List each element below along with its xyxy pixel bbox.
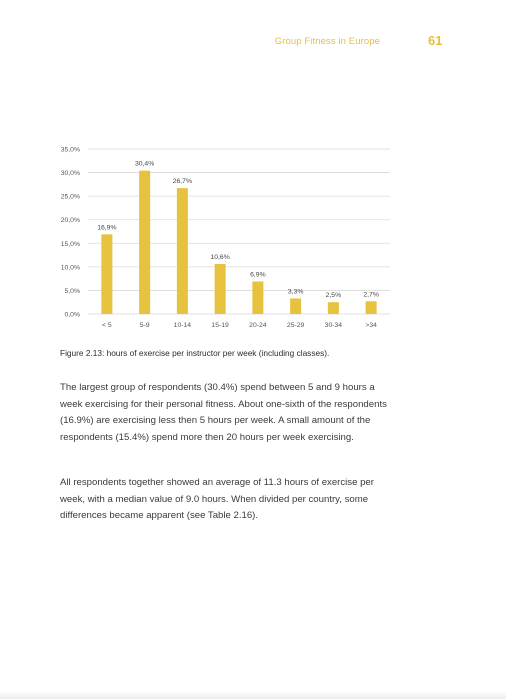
data-label: 2,5%	[325, 292, 342, 300]
bar	[252, 281, 263, 314]
bar	[177, 188, 188, 314]
y-tick-label: 30,0%	[60, 170, 80, 178]
data-label: 16,9%	[97, 224, 117, 232]
x-tick-label: 5-9	[139, 322, 150, 329]
data-label: 3,3%	[287, 288, 304, 296]
data-label: 2,7%	[363, 291, 379, 299]
data-label: 10,6%	[210, 254, 230, 262]
bar	[215, 264, 226, 314]
y-tick-label: 25,0%	[60, 193, 80, 201]
figure-caption: Figure 2.13: hours of exercise per instructor per week (including classes).	[60, 348, 330, 358]
bar	[366, 301, 377, 314]
y-tick-label: 5,0%	[64, 287, 80, 295]
x-tick-label: 30-34	[324, 322, 343, 329]
bar-chart-svg	[40, 138, 400, 338]
y-tick-label: 15,0%	[60, 240, 80, 248]
x-tick-label: 20-24	[249, 322, 267, 329]
x-axis-tick-labels	[102, 322, 377, 329]
y-tick-label: 10,0%	[60, 264, 80, 272]
bar	[290, 298, 301, 314]
y-axis-tick-labels	[61, 147, 80, 319]
x-tick-label: 10-14	[173, 322, 192, 329]
data-label: 6,9%	[250, 271, 266, 279]
y-tick-label: 35,0%	[60, 146, 80, 154]
bar	[139, 171, 150, 314]
body-paragraph: The largest group of respondents (30.4%) spend between 5 and 9 hours a week exercising for their personal fitness. About one-sixth of the respondents (16.9%) are exercising less then 5 hours per week. A small amount of the respondents (15.4%) spend more then 20 hours per week exercising.	[60, 382, 387, 443]
gridlines	[88, 149, 390, 314]
y-tick-label: 0,0%	[64, 311, 80, 319]
data-label: 26,7%	[172, 178, 193, 186]
x-tick-label: 15-19	[211, 322, 229, 329]
bar-chart	[40, 138, 400, 343]
page-edge	[0, 691, 506, 699]
data-label: 30,4%	[134, 160, 155, 168]
running-head: Group Fitness in Europe	[274, 36, 380, 47]
x-tick-label: >34	[365, 322, 377, 329]
x-tick-label: 25-29	[286, 322, 305, 329]
bar	[328, 302, 339, 314]
x-tick-label: < 5	[102, 322, 112, 329]
page-number: 61	[428, 33, 443, 48]
y-tick-label: 20,0%	[60, 217, 80, 225]
body-paragraph: All respondents together showed an average of 11.3 hours of exercise per week, with a median value of 9.0 hours. When divided per country, some differences became apparent (see Table 2.16).	[60, 477, 374, 521]
bar	[101, 234, 112, 314]
